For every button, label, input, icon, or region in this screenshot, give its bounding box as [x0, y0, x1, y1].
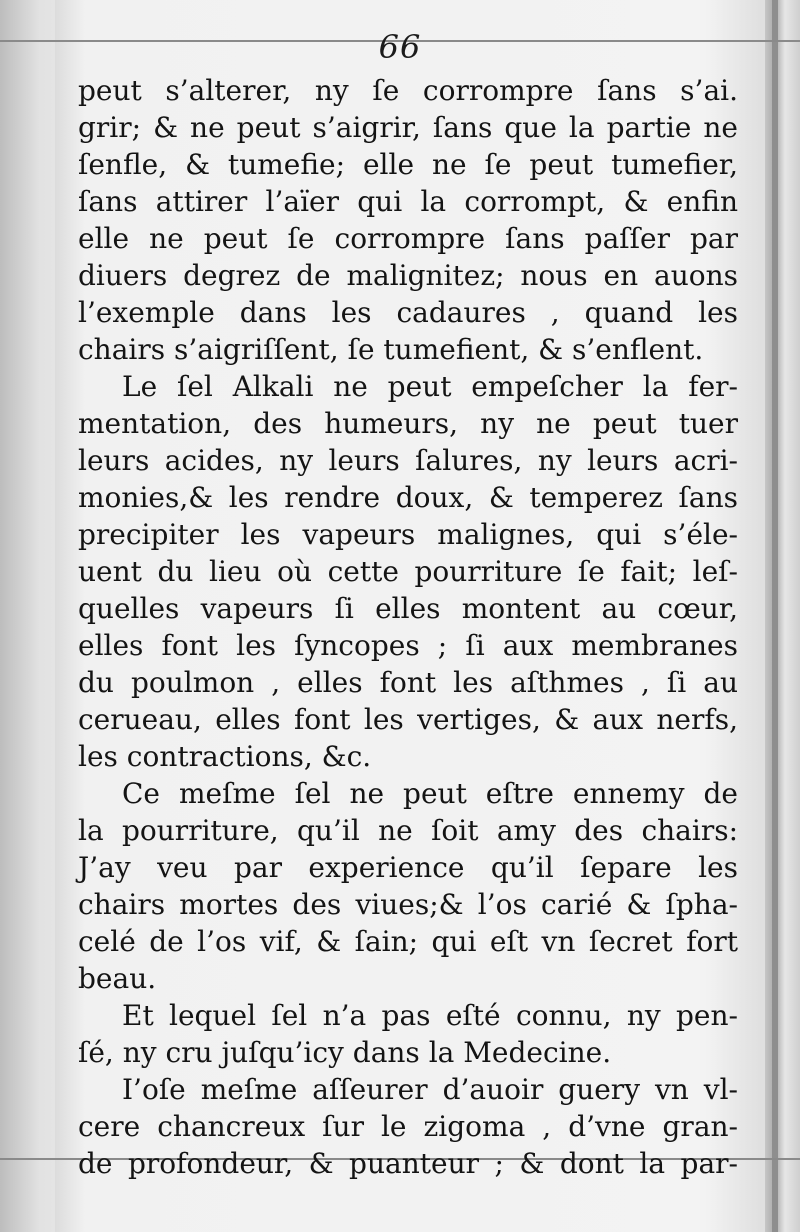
page-text	[78, 72, 738, 1182]
text-line: cerueau, elles font les vertiges, & aux nerfs,	[78, 703, 738, 736]
text-line: quelles vapeurs ſi elles montent au cœur,	[78, 592, 738, 625]
text-line: elles font les ſyncopes ; ſi aux membranes	[78, 629, 738, 662]
book-spine-edge	[772, 0, 778, 1232]
paragraph-start-line: I’oſe meſme aſſeurer d’auoir guery vn vl-	[122, 1073, 738, 1106]
text-line: ſenfle, & tumefie; elle ne ſe peut tumefier,	[78, 148, 738, 181]
text-line: du poulmon , elles font les aſthmes , ſi au	[78, 666, 738, 699]
paragraph-start-line: Et lequel ſel n’a pas eſté connu, ny pen-	[122, 999, 738, 1032]
text-line: diuers degrez de malignitez; nous en auons	[78, 259, 738, 292]
text-line: celé de l’os vif, & ſain; qui eſt vn ſecret fort	[78, 925, 738, 958]
text-line: beau.	[78, 962, 157, 995]
text-line: ſans attirer l’aïer qui la corrompt, & enfin	[78, 185, 738, 218]
text-line: mentation, des humeurs, ny ne peut tuer	[78, 407, 738, 440]
page-number: 66	[378, 28, 422, 66]
paragraph-start-line: Le ſel Alkali ne peut empeſcher la fer-	[122, 370, 738, 403]
text-line: chairs s’aigriſſent, ſe tumefient, & s’enflent.	[78, 333, 704, 366]
text-line: peut s’alterer, ny ſe corrompre ſans s’ai.	[78, 74, 738, 107]
text-line: chairs mortes des viues;& l’os carié & ſpha-	[78, 888, 738, 921]
paragraph-start-line: Ce meſme ſel ne peut eſtre ennemy de	[122, 777, 738, 810]
text-line: monies,& les rendre doux, & temperez ſans	[78, 481, 738, 514]
text-line: cere chancreux ſur le zigoma , d’vne gran-	[78, 1110, 738, 1143]
text-line: la pourriture, qu’il ne ſoit amy des chairs:	[78, 814, 738, 847]
text-line: leurs acides, ny leurs ſalures, ny leurs acri-	[78, 444, 738, 477]
text-line: uent du lieu où cette pourriture ſe fait; leſ-	[78, 555, 738, 588]
text-line: J’ay veu par experience qu’il ſepare les	[78, 851, 738, 884]
text-line: les contractions, &c.	[78, 740, 372, 773]
text-line: precipiter les vapeurs malignes, qui s’éle-	[78, 518, 738, 551]
text-line: ſé, ny cru juſqu’icy dans la Medecine.	[78, 1036, 612, 1069]
text-line: grir; & ne peut s’aigrir, ſans que la partie ne	[78, 111, 738, 144]
text-line: de profondeur, & puanteur ; & dont la par-	[78, 1147, 738, 1180]
text-line: l’exemple dans les cadaures , quand les	[78, 296, 738, 329]
text-line: elle ne peut ſe corrompre ſans paſſer par	[78, 222, 738, 255]
